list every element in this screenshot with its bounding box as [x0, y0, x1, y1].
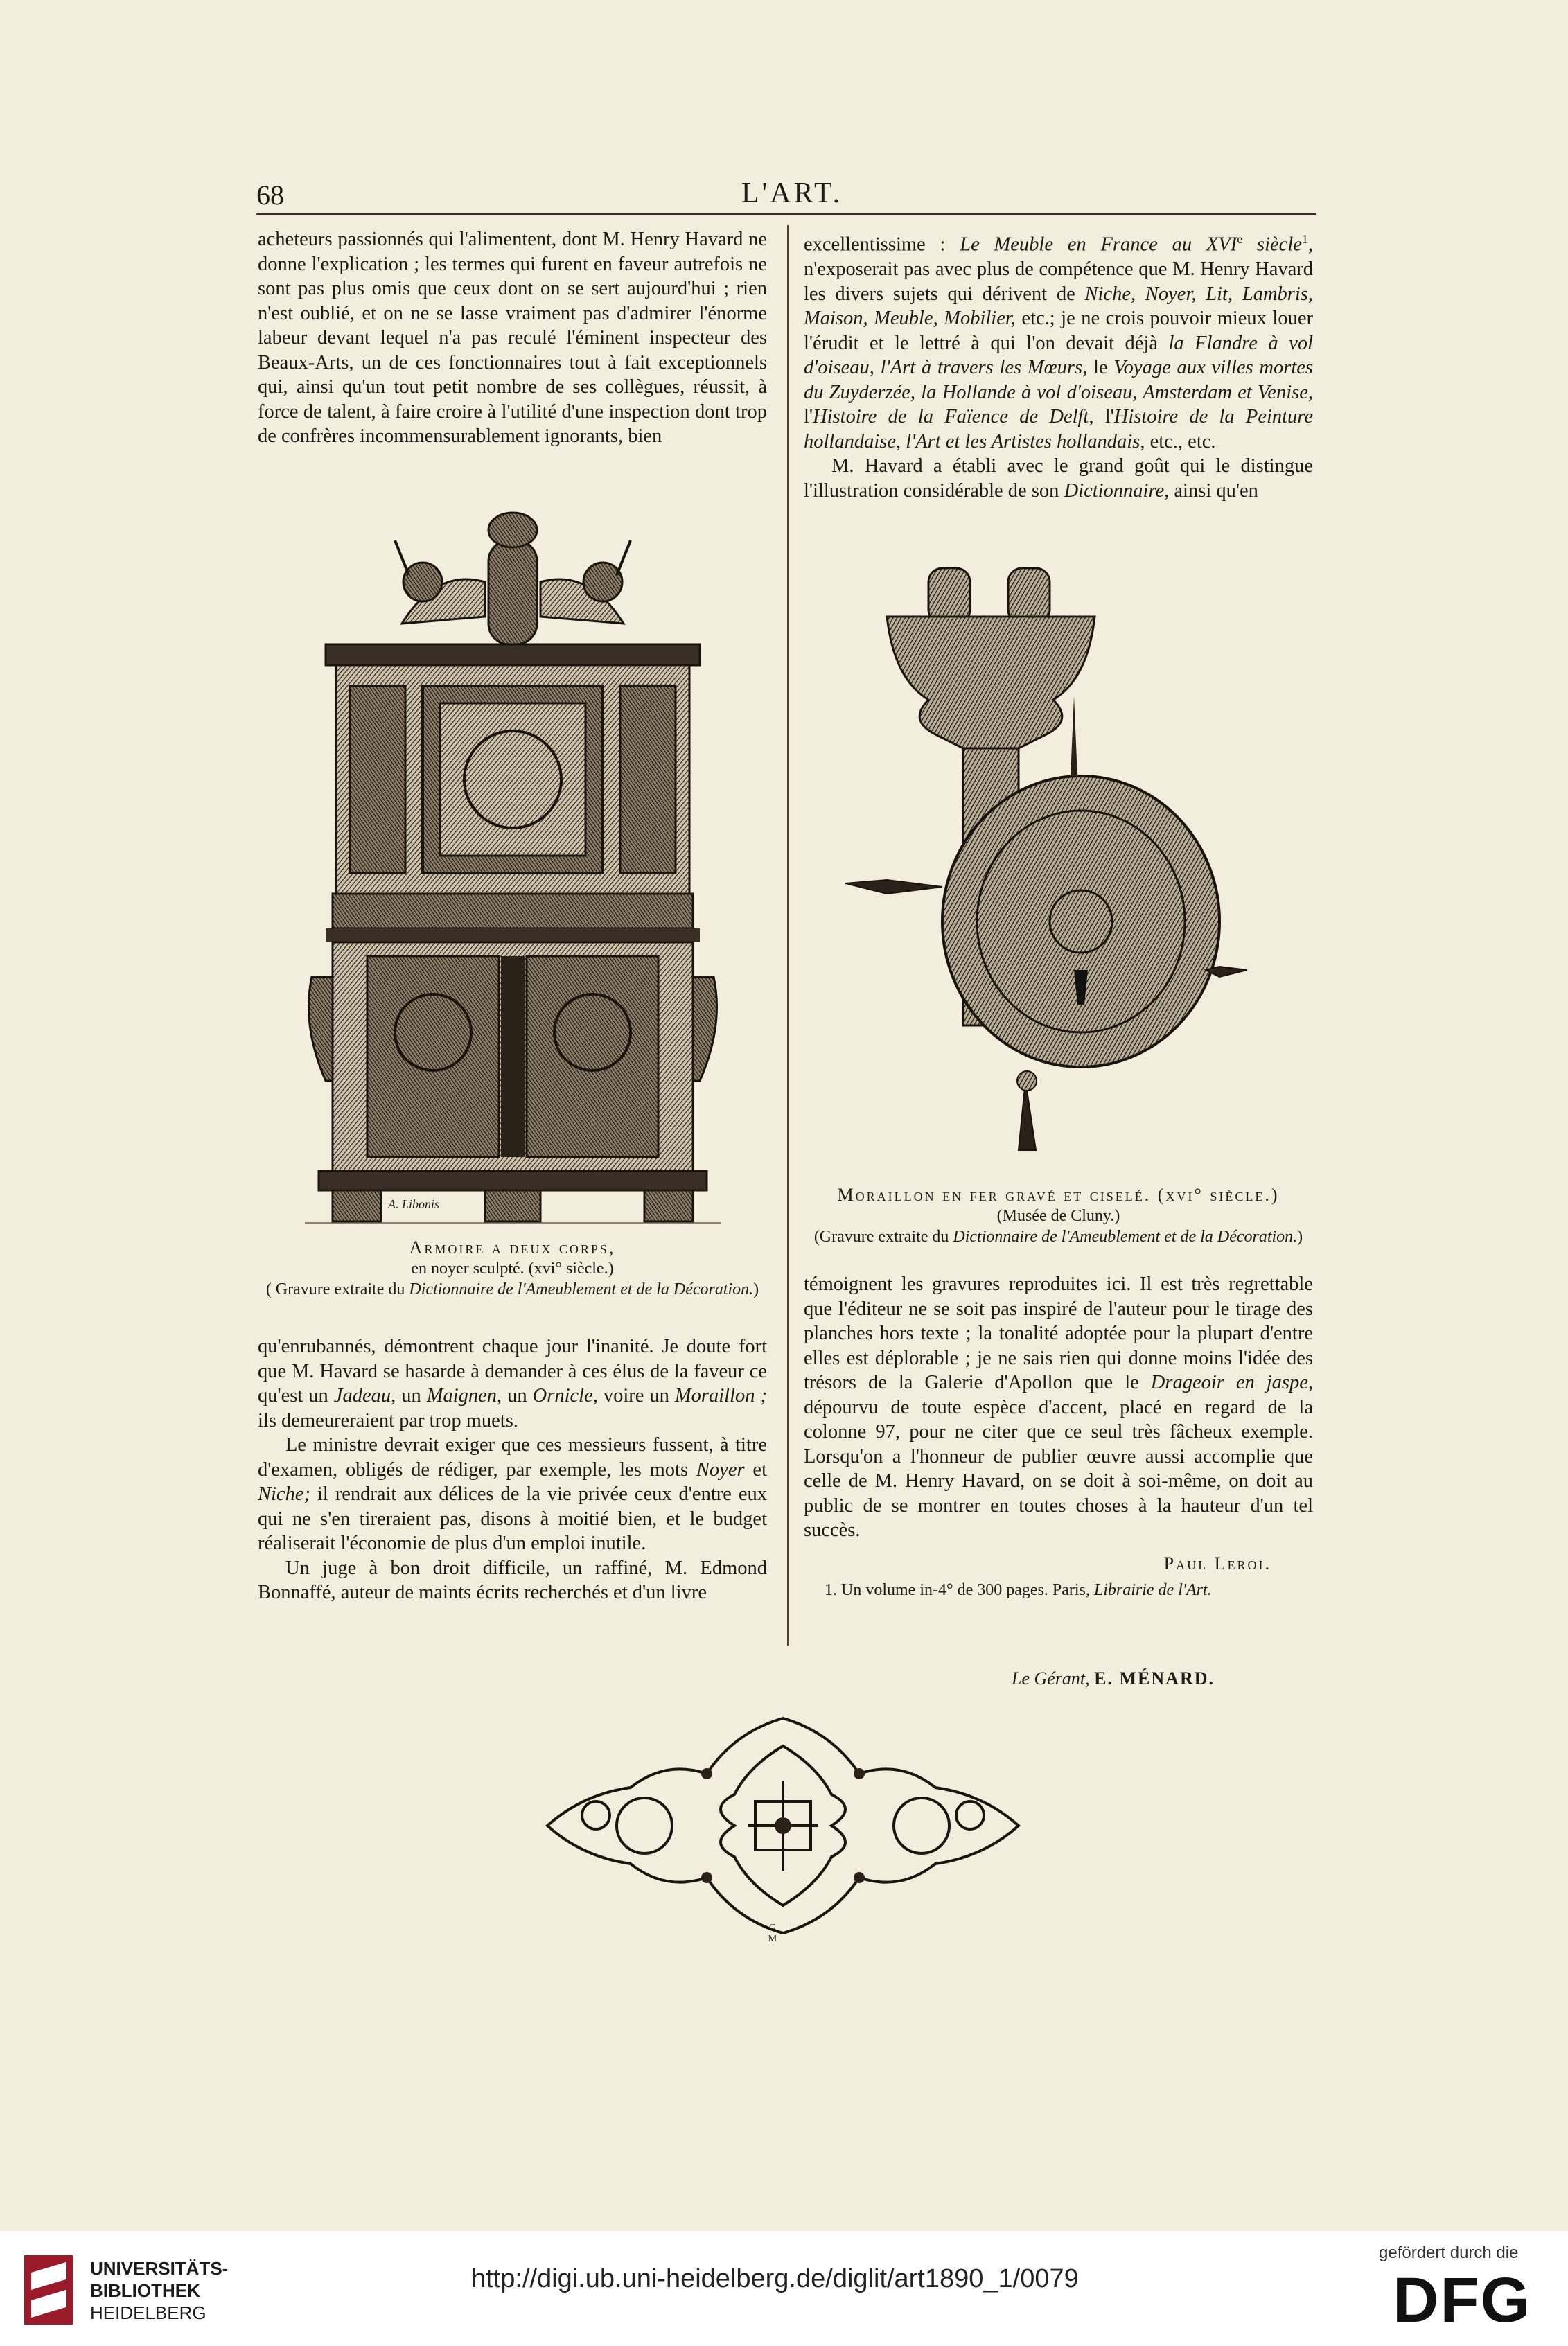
- author-signature: Paul Leroi.: [1163, 1553, 1271, 1573]
- dfg-logo: DFG: [1393, 2265, 1532, 2336]
- paragraph: M. Havard a établi avec le grand goût qui le distingue l'illustration considérable de son Dictionnaire, ainsi qu'en: [804, 455, 1313, 502]
- column-divider: [787, 225, 789, 1646]
- caption-title: Moraillon en fer gravé et ciselé. (xvi° siècle.): [837, 1185, 1280, 1205]
- funding-note: gefördert durch die: [1379, 2243, 1519, 2262]
- paragraph: qu'enrubannés, démontrent chaque jour l'inanité. Je doute fort que M. Havard se hasarde à demander à ces élus de la faveur ce qu'est un Jadeau, un Maignen, un Ornicle, voire un Moraillon ; ils demeureraient par trop muets.: [258, 1336, 767, 1431]
- page-number: 68: [256, 179, 284, 211]
- left-column-top: [258, 227, 767, 449]
- paragraph: excellentissime : Le Meuble en France au XVIe siècle$^1$, n'exposerait pas avec plus de compétence que M. Henry Havard les divers sujets qui dérivent de Niche, Noyer, Lit, Lambris, Maison, Meuble, Mobilier, etc.; je ne crois pouvoir mieux louer l'érudit et le lettré à qui l'on devait déjà la Flandre à vol d'oiseau, l'Art à travers les Mœurs, le Voyage aux villes mortes du Zuyderzée, la Hollande à vol d'oiseau, Amsterdam et Venise, l'Histoire de la Faïence de Delft, l'Histoire de la Peinture hollandaise, l'Art et les Artistes hollandais, etc., etc.: [804, 232, 1314, 452]
- right-column-bottom: [804, 1272, 1313, 1600]
- armoire-caption: [258, 1237, 767, 1300]
- ornament-vignette: [527, 1704, 1039, 1947]
- paragraph: acheteurs passionnés qui l'alimentent, dont M. Henry Havard ne donne l'explication ; les termes qui furent en faveur autrefois ne sont pas plus omis que ceux dont on se sert aujourd'hui ; rien n'est oublié, et on ne se lasse vraiment pas d'admirer l'énorme labeur devant lequel n'a pas reculé l'éminent inspecteur des Beaux-Arts, un de ces fonctionnaires tout à fait exceptionnels qui, ainsi qu'un tout petit nombre de ses collègues, réussit, à force de talent, à faire croire à l'utilité d'une inspection dont trop de confrères incommensurablement ignorants, bien: [258, 229, 767, 447]
- footnote: 1. Un volume in-4° de 300 pages. Paris, Librairie de l'Art.: [825, 1581, 1212, 1599]
- armoire-engraving: [305, 499, 721, 1233]
- moraillon-engraving: [845, 554, 1275, 1178]
- permalink-url[interactable]: http://digi.ub.uni-heidelberg.de/diglit/art1890_1/0079: [471, 2264, 1079, 2293]
- gerant-line: Le Gérant, E. MÉNARD.: [1012, 1668, 1215, 1688]
- ornament-monogram: G M: [768, 1923, 798, 1944]
- header-rule: [256, 213, 1316, 215]
- paragraph: Un juge à bon droit difficile, un raffiné, M. Edmond Bonnaffé, auteur de maints écrits recherchés et d'un livre: [258, 1557, 767, 1603]
- running-title: L'ART.: [741, 177, 843, 209]
- caption-source: (Gravure extraite du Dictionnaire de l'Ameublement et de la Décoration.): [813, 1228, 1303, 1246]
- moraillon-caption: [804, 1185, 1313, 1247]
- digitization-footer: [0, 2231, 1568, 2346]
- caption-line: en noyer sculpté. (xvi° siècle.): [411, 1260, 614, 1278]
- university-seal-icon: [21, 2252, 76, 2328]
- caption-title: Armoire a deux corps,: [409, 1237, 616, 1258]
- left-column-bottom: [258, 1334, 767, 1605]
- library-name: UNIVERSITÄTS- BIBLIOTHEK HEIDELBERG: [90, 2258, 229, 2323]
- engraver-signature: A. Libonis: [388, 1197, 440, 1211]
- right-column-top: [804, 227, 1313, 503]
- paragraph: Le ministre devrait exiger que ces messieurs fussent, à titre d'examen, obligés de rédiger, par exemple, les mots Noyer et Niche; il rendrait aux délices de la vie privée ceux d'entre eux qui ne s'en tireraient pas, disons à moitié bien, et le budget réaliserait l'économie de plus d'un emploi inutile.: [258, 1434, 767, 1554]
- paragraph: témoignent les gravures reproduites ici. Il est très regrettable que l'éditeur ne se soit pas inspiré de l'auteur pour le tirage des planches hors texte ; la tonalité adoptée pour la plupart d'entre elles est déplorable ; je ne sais rien qui donne moins l'idée des trésors de la Galerie d'Apollon que le Drageoir en jaspe, dépourvu de toute espèce d'accent, placé en regard de la colonne 97, pour ne citer que ce seul très fâcheux exemple. Lorsqu'on a l'honneur de publier œuvre aussi accomplie que celle de M. Henry Havard, on se doit à soi-même, on doit au public de se montrer en toutes choses à la hauteur d'un tel succès.: [804, 1273, 1314, 1541]
- caption-line: (Musée de Cluny.): [996, 1207, 1120, 1225]
- caption-source: ( Gravure extraite du Dictionnaire de l'Ameublement et de la Décoration.): [265, 1280, 759, 1298]
